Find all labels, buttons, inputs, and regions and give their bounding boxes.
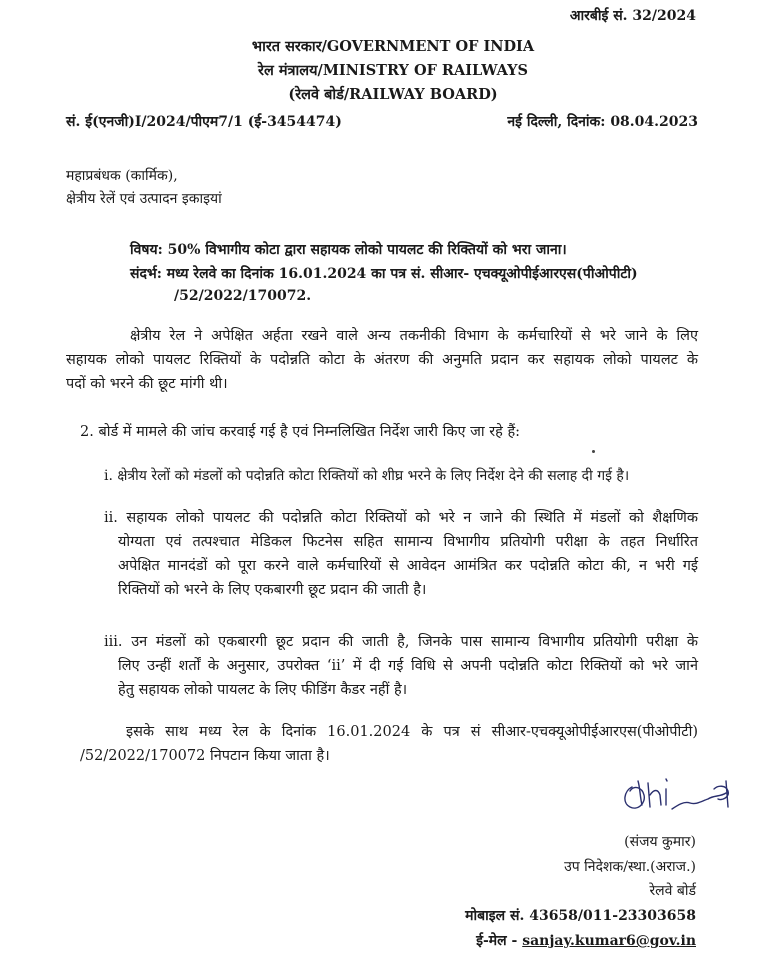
addressee-line1: महाप्रबंधक (कार्मिक),	[66, 168, 178, 184]
reference-line2: /52/2022/170072.	[174, 288, 312, 304]
paragraph-3-line: इसके साथ मध्य रेल के दिनांक 16.01.2024 के पत्र सं सीआर-एचक्यूओपीईआरएस(पीओपीटी)	[126, 724, 698, 740]
addressee-line2: क्षेत्रीय रेलें एवं उत्पादन इकाइयां	[66, 191, 222, 207]
item-iii-line: हेतु सहायक लोको पायलट के लिए फीडिंग कैडर नहीं है।	[118, 682, 408, 698]
item-ii-line: योग्यता एवं तत्पश्चात मेडिकल फिटनेस सहित सामान्य विभागीय प्रतियोगी परीक्षा के तहत निर्धारित	[118, 534, 698, 550]
paragraph-2: 2. बोर्ड में मामले की जांच करवाई गई है एवं निम्नलिखित निर्देश जारी किए जा रहे हैं:	[80, 424, 521, 440]
letter-number: सं. ई(एनजी)I/2024/पीएम7/1 (ई-3454474)	[66, 114, 342, 130]
item-ii-line: रिक्तियों को भरने के लिए एकबारगी छूट प्रदान की जाती है।	[118, 582, 427, 598]
signatory-designation: उप निदेशक/स्था.(अराज.)	[564, 859, 696, 875]
email-label: ई-मेल -	[476, 933, 523, 949]
item-ii-line: ii. सहायक लोको पायलट की पदोन्नति कोटा रिक्तियों को भरे न जाने की स्थिति में मंडलों को शैक्षणिक	[104, 510, 698, 526]
speck	[592, 450, 595, 453]
handwritten-signature	[618, 773, 738, 831]
signatory-email	[476, 931, 696, 950]
paragraph-3	[80, 720, 698, 768]
item-iii-line: लिए उन्हीं शर्तों के अनुसार, उपरोक्त ‘ii’ में दी गई विधि से अपनी पदोन्नति कोटा रिक्तियों को भरे जाने	[118, 658, 698, 674]
item-i: i. क्षेत्रीय रेलों को मंडलों को पदोन्नति कोटा रिक्तियों को शीघ्र भरने के लिए निर्देश देने की सलाह दी गई है।	[104, 468, 630, 484]
header-ministry: रेल मंत्रालय/MINISTRY OF RAILWAYS	[258, 62, 528, 79]
paragraph-1-line: पदों को भरने की छूट मांगी थी।	[66, 376, 228, 392]
paragraph-1-line: क्षेत्रीय रेल ने अपेक्षित अर्हता रखने वाले अन्य तकनीकी विभाग के कर्मचारियों से भरे जाने के लिए	[130, 328, 698, 344]
paragraph-3-line: /52/2022/170072 निपटान किया जाता है।	[80, 748, 330, 764]
rbe-number: आरबीई सं. 32/2024	[569, 8, 696, 24]
email-link[interactable]: sanjay.kumar6@gov.in	[522, 933, 696, 949]
header-board: (रेलवे बोर्ड/RAILWAY BOARD)	[288, 86, 498, 103]
signatory-mobile: मोबाइल सं. 43658/011-23303658	[465, 908, 696, 924]
signatory-name: (संजय कुमार)	[624, 834, 696, 850]
place-date: नई दिल्ली, दिनांक: 08.04.2023	[507, 114, 698, 130]
paragraph-1-line: सहायक लोको पायलट रिक्तियों के पदोन्नति कोटा के अंतरण की अनुमति प्रदान कर सहायक लोको पायलट के	[66, 352, 698, 368]
paragraph-1	[66, 324, 698, 396]
signatory-office: रेलवे बोर्ड	[649, 883, 696, 899]
item-ii	[104, 506, 698, 602]
item-ii-line: अपेक्षित मानदंडों को पूरा करने वाले कर्मचारियों से आवेदन आमंत्रित कर पदोन्नति कोटा की, न भरी गई	[118, 558, 698, 574]
item-iii	[104, 630, 698, 702]
item-iii-line: iii. उन मंडलों को एकबारगी छूट प्रदान की जाती है, जिनके पास सामान्य विभागीय प्रतियोगी परीक्षा के	[104, 634, 698, 650]
reference-line1: संदर्भ: मध्य रेलवे का दिनांक 16.01.2024 का पत्र सं. सीआर- एचक्यूओपीईआरएस(पीओपीटी)	[130, 266, 638, 282]
subject-line: विषय: 50% विभागीय कोटा द्वारा सहायक लोको पायलट की रिक्तियों को भरा जाना।	[130, 242, 567, 258]
header-govt: भारत सरकार/GOVERNMENT OF INDIA	[251, 38, 535, 55]
